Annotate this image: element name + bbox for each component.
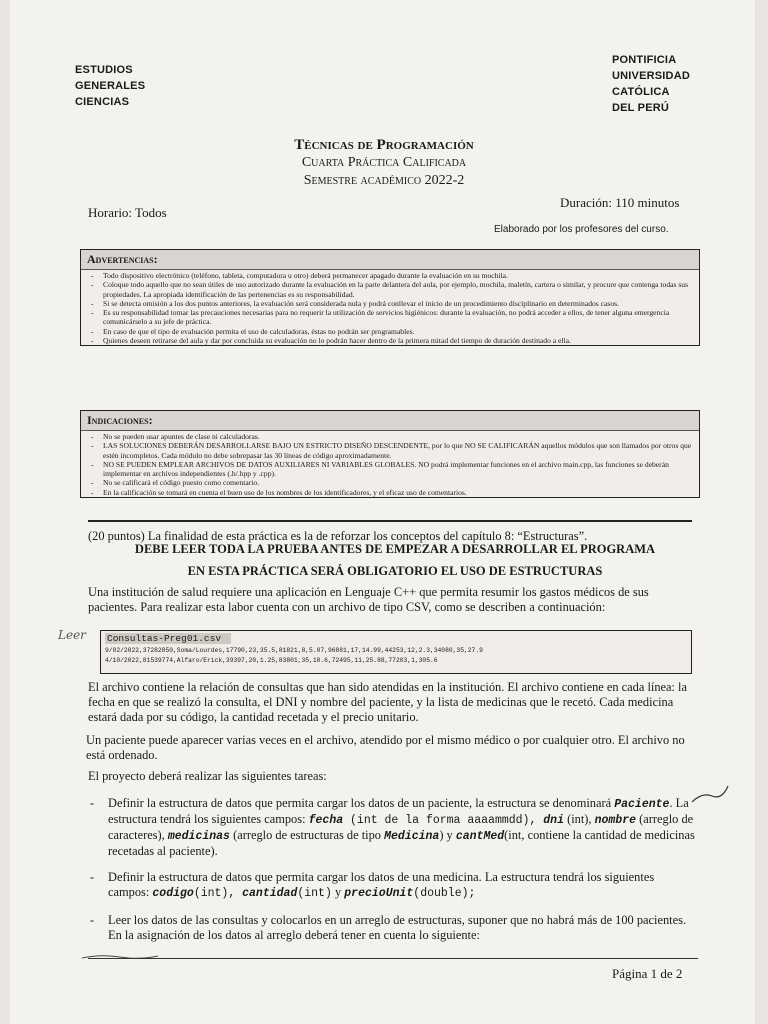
instruction-item: - En la calificación se tomará en cuenta el buen uso de los nombres de los identificadores, y el eficaz uso de comentarios. <box>103 488 693 497</box>
section-divider <box>88 520 692 522</box>
instructions-title: Indicaciones: <box>81 411 699 431</box>
problem-statement: Una institución de salud requiere una aplicación en Lenguaje C++ que permita resumir los gastos médicos de sus pacientes. Para realizar esta labor cuenta con un archivo de tipo CSV, como se describen a continuación: <box>88 585 649 614</box>
field-type: (int) <box>297 887 332 900</box>
task-text: y <box>334 885 342 899</box>
university-header <box>612 52 690 116</box>
task-text: ) y <box>439 828 456 842</box>
intro-paragraph: (20 puntos) La finalidad de esta práctica es la de reforzar los conceptos del capítulo 8: “Estructuras”. <box>88 529 588 543</box>
csv-line: 4/10/2022,81539774,Alfaro/Erick,39397,20,1.25,83801,35,10.6,72495,11,25.88,77203,1,305.6 <box>105 656 438 664</box>
warning-item: - Si se detecta omisión a los dos puntos anteriores, la evaluación será considerada nula y podrá conllevar el inicio de un procedimiento disciplinario en determinados casos. <box>103 299 693 308</box>
field-type: (int de la forma aaaammdd), <box>343 814 544 827</box>
faculty-line: CIENCIAS <box>75 96 130 108</box>
patient-note: Un paciente puede aparecer varias veces en el archivo, atendido por el mismo médico o por cualquier otro. El archivo no está ordenado. <box>86 733 685 762</box>
practice-title: Cuarta Práctica Calificada <box>301 155 467 170</box>
csv-content <box>105 646 483 665</box>
field-name: medicinas <box>167 830 230 843</box>
file-description: El archivo contiene la relación de consultas que han sido atendidas en la institución. El archivo contiene en cada línea: la fecha en que se realizó la consulta, el DNI y nombre del paciente, y la lista de medicinas que le recetó. Cada medicina estará dada por su código, la cantidad recetada y el precio unitario. <box>88 680 688 724</box>
course-title: Técnicas de Programación <box>294 137 474 153</box>
dash-bullet: - <box>90 870 95 884</box>
warning-item: - En caso de que el tipo de evaluación permita el uso de calculadoras, éstas no podrán ser programables. <box>103 327 693 336</box>
field-type: (int), <box>563 812 595 826</box>
faculty-header <box>75 62 145 110</box>
task-text: Definir la estructura de datos que permita cargar los datos de una medicina. La estructura tendrá los siguientes campos: <box>108 870 655 899</box>
university-line: CATÓLICA <box>612 86 670 98</box>
instruction-item: - LAS SOLUCIONES DEBERÁN DESARROLLARSE BAJO UN ESTRICTO DISEÑO DESCENDENTE, por lo que NO SE CALIFICARÁN aquellos módulos que son llamados por otros que estén incompletos. Cada módulo no debe sobrepasar las 30 líneas de código aproximadamente. <box>103 441 693 460</box>
field-type: (int), <box>193 887 243 900</box>
authors-text: Elaborado por los profesores del curso. <box>494 224 669 235</box>
instructions-box <box>80 410 700 498</box>
field-name: cantMed <box>455 830 505 843</box>
field-type: (arreglo de caracteres), <box>108 812 694 842</box>
faculty-line: GENERALES <box>75 80 146 92</box>
warnings-title: Advertencias: <box>81 250 699 270</box>
instruction-item: - NO SE PUEDEN EMPLEAR ARCHIVOS DE DATOS AUXILIARES NI VARIABLES GLOBALES. NO podrá implementar funciones en el archivo main.cpp, las funciones se deberán implementar en archivos independientes (.h/.hpp y .cpp). <box>103 460 693 479</box>
field-name: nombre <box>594 814 637 827</box>
task-text: Definir la estructura de datos que permita cargar los datos de un paciente, la estructura se denominará <box>108 796 615 810</box>
university-line: DEL PERÚ <box>612 102 670 114</box>
structures-notice: EN ESTA PRÁCTICA SERÁ OBLIGATORIO EL USO DE ESTRUCTURAS <box>187 564 603 578</box>
field-name: codigo <box>152 887 194 900</box>
field-type: (int, contiene la cantidad de medicinas recetadas al paciente). <box>108 828 695 858</box>
semester-title: Semestre académico 2022-2 <box>303 173 465 188</box>
dash-bullet: - <box>90 913 95 927</box>
field-type: (double); <box>413 887 476 900</box>
csv-sample-box <box>100 630 692 674</box>
read-all-notice: DEBE LEER TODA LA PRUEBA ANTES DE EMPEZAR A DESARROLLAR EL PROGRAMA <box>134 542 656 556</box>
field-name: precioUnit <box>344 887 414 900</box>
csv-line: 9/02/2022,37282850,Soma/Lourdes,17790,23,35.5,81821,8,5.07,96881,17,14.99,44253,12,2.3,34080,35,27.9 <box>105 647 483 654</box>
pen-mark <box>80 952 160 962</box>
university-line: PONTIFICIA <box>612 54 677 66</box>
university-line: UNIVERSIDAD <box>612 70 690 82</box>
warning-item: - Coloque todo aquello que no sean útiles de uso autorizado durante la evaluación en la parte delantera del aula, por ejemplo, mochila, maletín, cartera o similar, y procure que contenga todas sus propiedades. La apropiada identificación de las pertenencias es su responsabilidad. <box>103 280 693 299</box>
faculty-line: ESTUDIOS <box>75 64 133 76</box>
task-text: . La estructura tendrá los siguientes campos: <box>108 796 689 826</box>
footer-divider <box>88 958 698 959</box>
field-name: fecha <box>308 814 344 827</box>
task-item <box>90 870 698 901</box>
instructions-list <box>81 432 699 497</box>
struct-name: Medicina <box>384 830 440 843</box>
pen-mark <box>690 780 730 810</box>
warning-item: - Es su responsabilidad tomar las precauciones necesarias para no requerir la utilización de servicios higiénicos: durante la evaluación, no podrá acceder a ellos, de tener alguna emergencia comunicárselo a su jefe de práctica. <box>103 308 693 327</box>
task-item <box>90 913 698 943</box>
instruction-item: - No se calificará el código puesto como comentario. <box>103 478 693 487</box>
warnings-list <box>81 271 699 345</box>
field-name: cantidad <box>242 887 298 900</box>
dash-bullet: - <box>90 796 95 810</box>
warnings-box <box>80 249 700 346</box>
warning-item: - Quienes deseen retirarse del aula y dar por concluida su evaluación no lo podrán hacer dentro de la primera mitad del tiempo de duración destinado a ella. <box>103 336 693 345</box>
csv-filename: Consultas-Preg01.csv <box>105 633 231 644</box>
instruction-item: - No se pueden usar apuntes de clase ni calculadoras. <box>103 432 693 441</box>
field-name: dni <box>543 814 564 827</box>
project-intro: El proyecto deberá realizar las siguientes tareas: <box>88 769 327 783</box>
task-text: Leer los datos de las consultas y colocarlos en un arreglo de estructuras, suponer que no habrá más de 100 pacientes. En la asignación de los datos al arreglo deberá tener en cuenta lo siguiente: <box>108 913 687 942</box>
field-type: (arreglo de estructuras de tipo <box>229 828 385 842</box>
struct-name: Paciente <box>614 798 670 811</box>
schedule-text: Horario: Todos <box>88 205 167 220</box>
page-number: Página 1 de 2 <box>612 966 683 981</box>
warning-item: - Todo dispositivo electrónico (teléfono, tableta, computadora u otro) deberá permanecer apagado durante la evaluación en su mochila. <box>103 271 693 280</box>
duration-text: Duración: 110 minutos <box>560 195 680 210</box>
exam-titles <box>0 136 768 190</box>
handwritten-note: Leer <box>58 628 86 642</box>
task-item <box>90 796 698 859</box>
